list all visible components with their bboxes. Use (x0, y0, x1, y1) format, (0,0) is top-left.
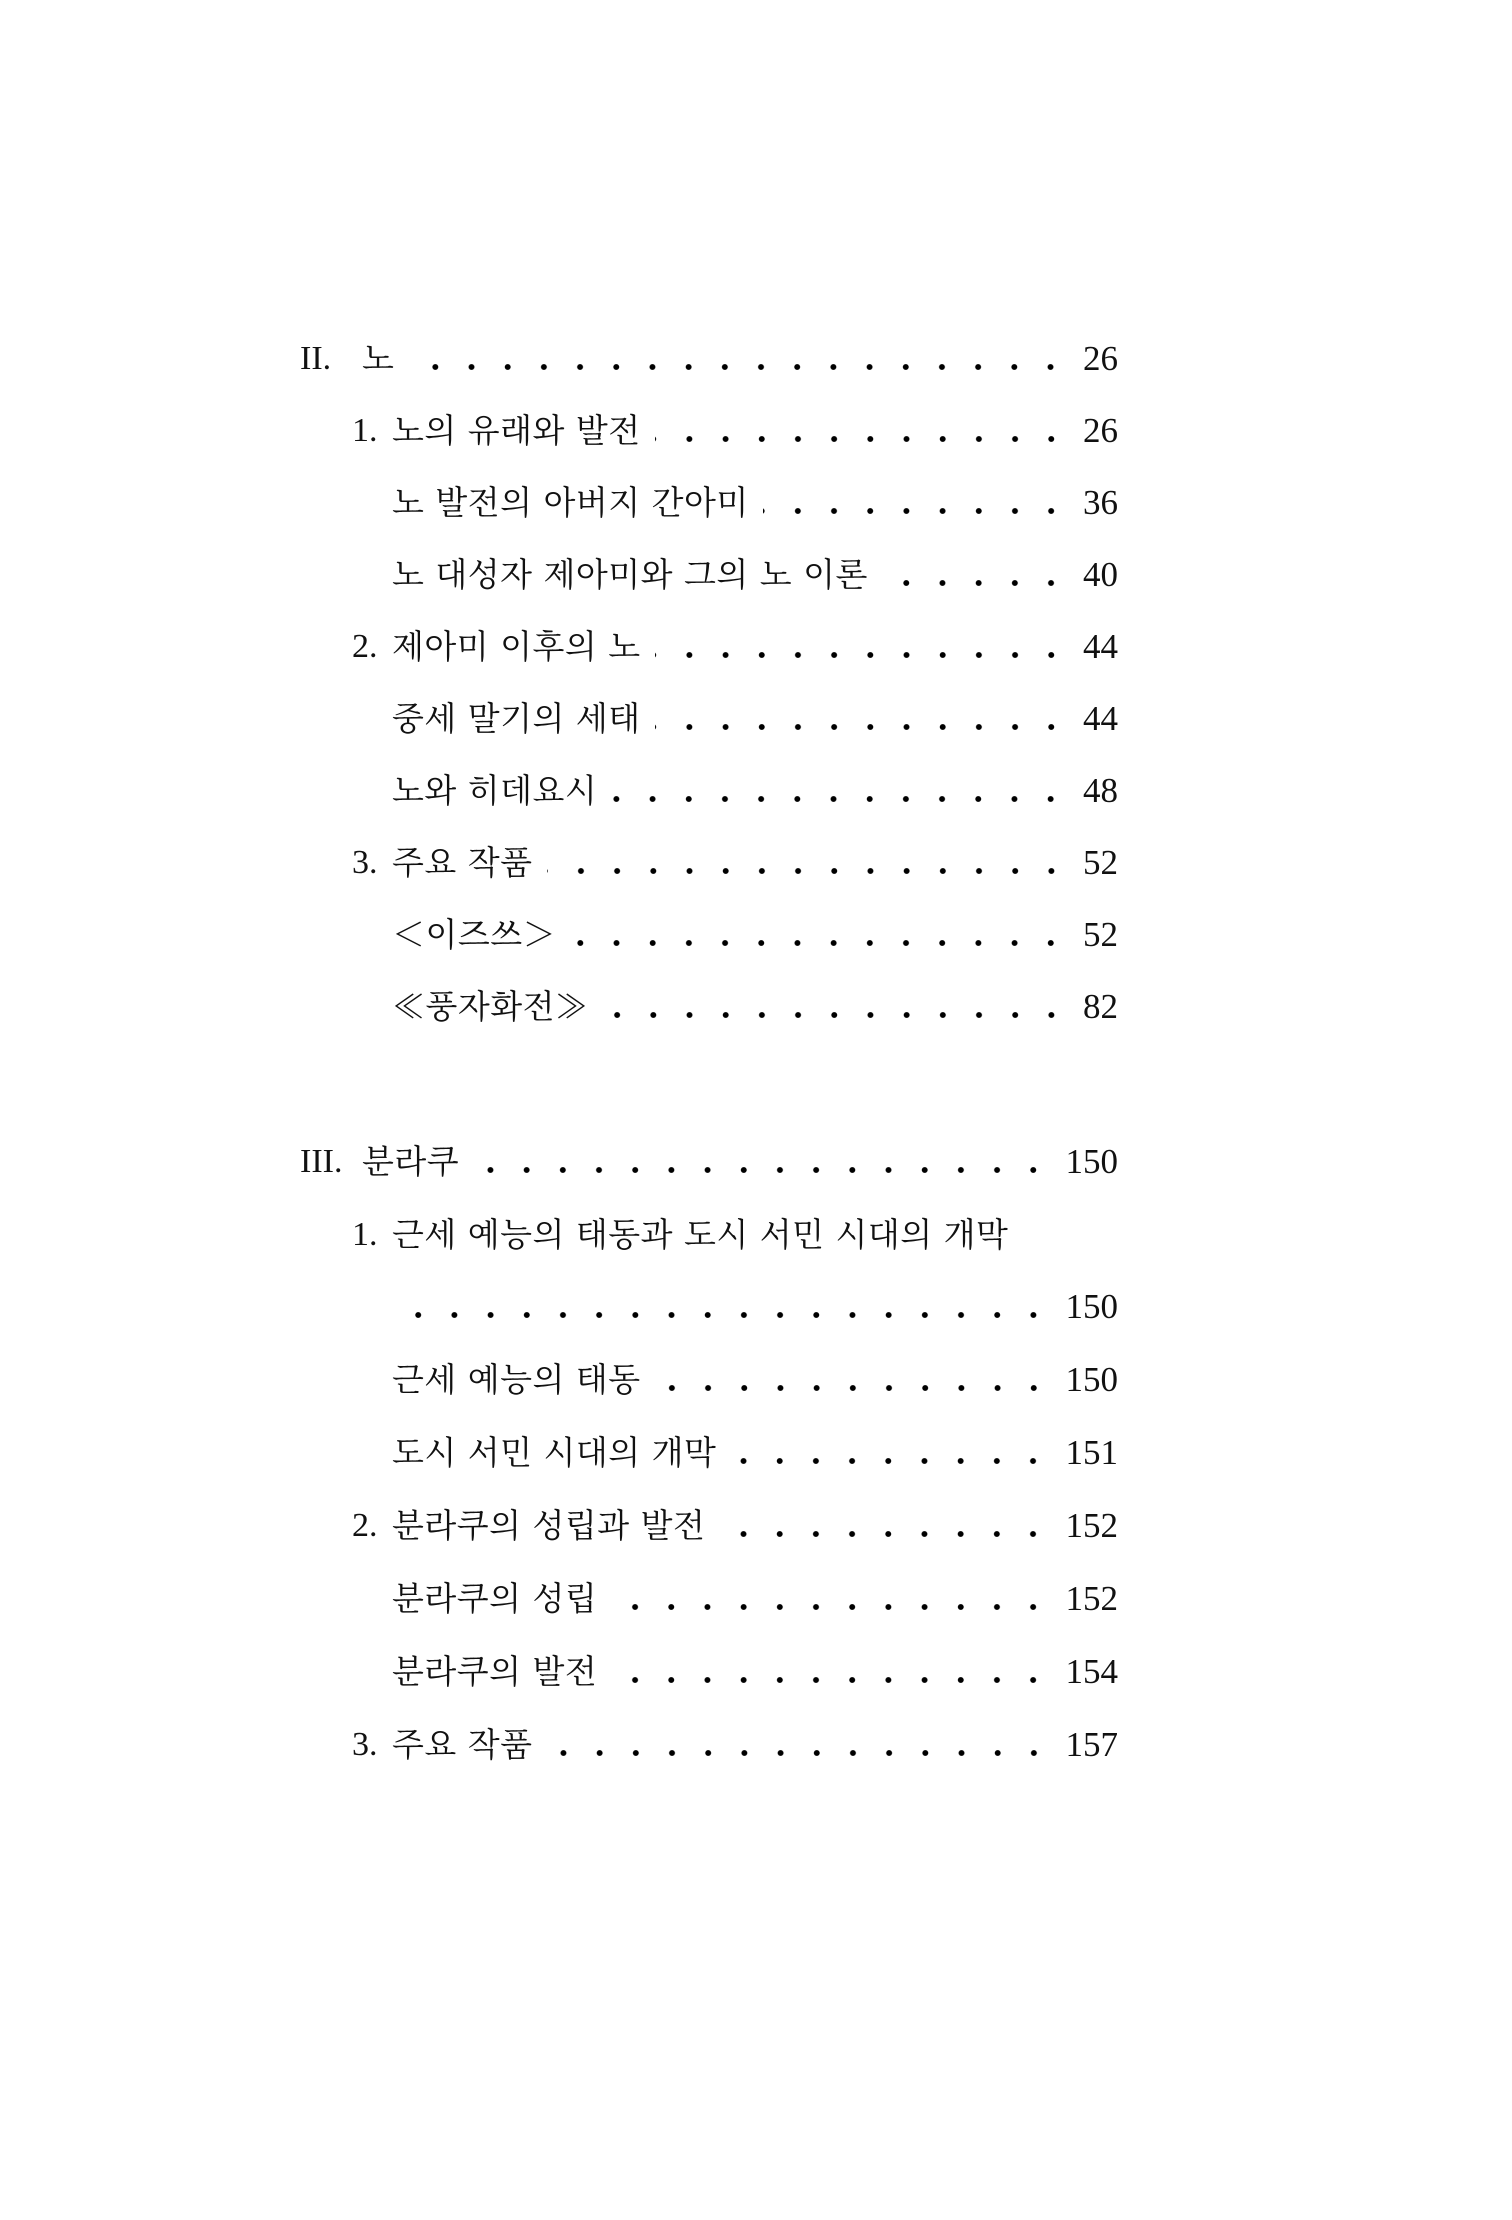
subentry-title: ＜이즈쓰＞ (392, 915, 557, 954)
toc-entry-continuation[interactable] (300, 1277, 1118, 1327)
page-number: 82 (1083, 987, 1118, 1026)
subentry-title: 도시 서민 시대의 개막 (392, 1433, 717, 1472)
toc-subentry[interactable] (300, 689, 1118, 739)
entry-number: 3. (352, 844, 378, 881)
toc-entry[interactable] (300, 617, 1118, 667)
page-number: 52 (1083, 915, 1118, 954)
dot-leader (611, 771, 1079, 811)
section-numeral: III. (300, 1143, 343, 1180)
toc-entry[interactable] (300, 1715, 1118, 1765)
toc-subentry[interactable] (300, 977, 1118, 1027)
page-number: 26 (1083, 411, 1118, 450)
subentry-title: 중세 말기의 세태 (392, 699, 641, 738)
subentry-title: 노 발전의 아버지 간아미 (392, 483, 749, 522)
subentry-title: ≪풍자화전≫ (392, 987, 589, 1026)
page-number: 44 (1083, 699, 1118, 738)
dot-leader (655, 627, 1079, 667)
dot-leader (655, 1360, 1062, 1400)
section-numeral: II. (300, 340, 332, 377)
entry-number: 2. (352, 628, 378, 665)
toc-subentry[interactable] (300, 545, 1118, 595)
page-number: 40 (1083, 555, 1118, 594)
toc-subentry[interactable] (300, 1642, 1118, 1692)
subentry-title: 분라쿠의 발전 (392, 1652, 598, 1691)
page-number: 150 (1065, 1360, 1118, 1399)
dot-leader (611, 1652, 1061, 1692)
entry-title: 근세 예능의 태동과 도시 서민 시대의 개막 (392, 1215, 1009, 1254)
dot-leader (719, 1506, 1061, 1546)
dot-leader (655, 699, 1079, 739)
section-title: 노 (362, 339, 395, 378)
toc-subentry[interactable] (300, 1569, 1118, 1619)
page-number: 152 (1065, 1506, 1118, 1545)
entry-number: 1. (352, 1216, 378, 1253)
entry-number: 2. (352, 1507, 378, 1544)
dot-leader (547, 1725, 1062, 1765)
entry-title: 노의 유래와 발전 (392, 411, 641, 450)
toc-entry[interactable] (300, 833, 1118, 883)
toc-subentry[interactable] (300, 1350, 1118, 1400)
page-number: 48 (1083, 771, 1118, 810)
page-number: 151 (1065, 1433, 1118, 1472)
toc-subentry[interactable] (300, 905, 1118, 955)
toc-entry[interactable] (300, 1205, 1118, 1255)
toc-section-iii[interactable] (300, 1132, 1118, 1182)
entry-title: 분라쿠의 성립과 발전 (392, 1506, 706, 1545)
page-number: 36 (1083, 483, 1118, 522)
page-number: 44 (1083, 627, 1118, 666)
dot-leader (882, 555, 1079, 595)
dot-leader (730, 1433, 1061, 1473)
page-number: 154 (1065, 1652, 1118, 1691)
entry-number: 3. (352, 1726, 378, 1763)
entry-title: 주요 작품 (392, 843, 533, 882)
subentry-title: 노와 히데요시 (392, 771, 598, 810)
dot-leader (388, 1287, 1062, 1327)
dot-leader (611, 1579, 1061, 1619)
section-title: 분라쿠 (362, 1142, 460, 1181)
subentry-title: 근세 예능의 태동 (392, 1360, 641, 1399)
page-number: 52 (1083, 843, 1118, 882)
subentry-title: 분라쿠의 성립 (392, 1579, 598, 1618)
dot-leader (603, 987, 1079, 1027)
page-number: 150 (1065, 1287, 1118, 1326)
entry-title: 주요 작품 (392, 1725, 533, 1764)
toc-entry[interactable] (300, 401, 1118, 451)
entry-number: 1. (352, 412, 378, 449)
page-number: 157 (1065, 1725, 1118, 1764)
dot-leader (570, 915, 1079, 955)
page-number: 26 (1083, 339, 1118, 378)
dot-leader (655, 411, 1079, 451)
toc-section-ii[interactable] (300, 329, 1118, 379)
toc-subentry[interactable] (300, 1423, 1118, 1473)
subentry-title: 노 대성자 제아미와 그의 노 이론 (392, 555, 868, 594)
dot-leader (763, 483, 1079, 523)
toc-subentry[interactable] (300, 761, 1118, 811)
toc-subentry[interactable] (300, 473, 1118, 523)
entry-title: 제아미 이후의 노 (392, 627, 641, 666)
dot-leader (547, 843, 1079, 883)
page-number: 152 (1065, 1579, 1118, 1618)
page-number: 150 (1065, 1142, 1118, 1181)
dot-leader (473, 1142, 1061, 1182)
toc-entry[interactable] (300, 1496, 1118, 1546)
dot-leader (408, 339, 1079, 379)
